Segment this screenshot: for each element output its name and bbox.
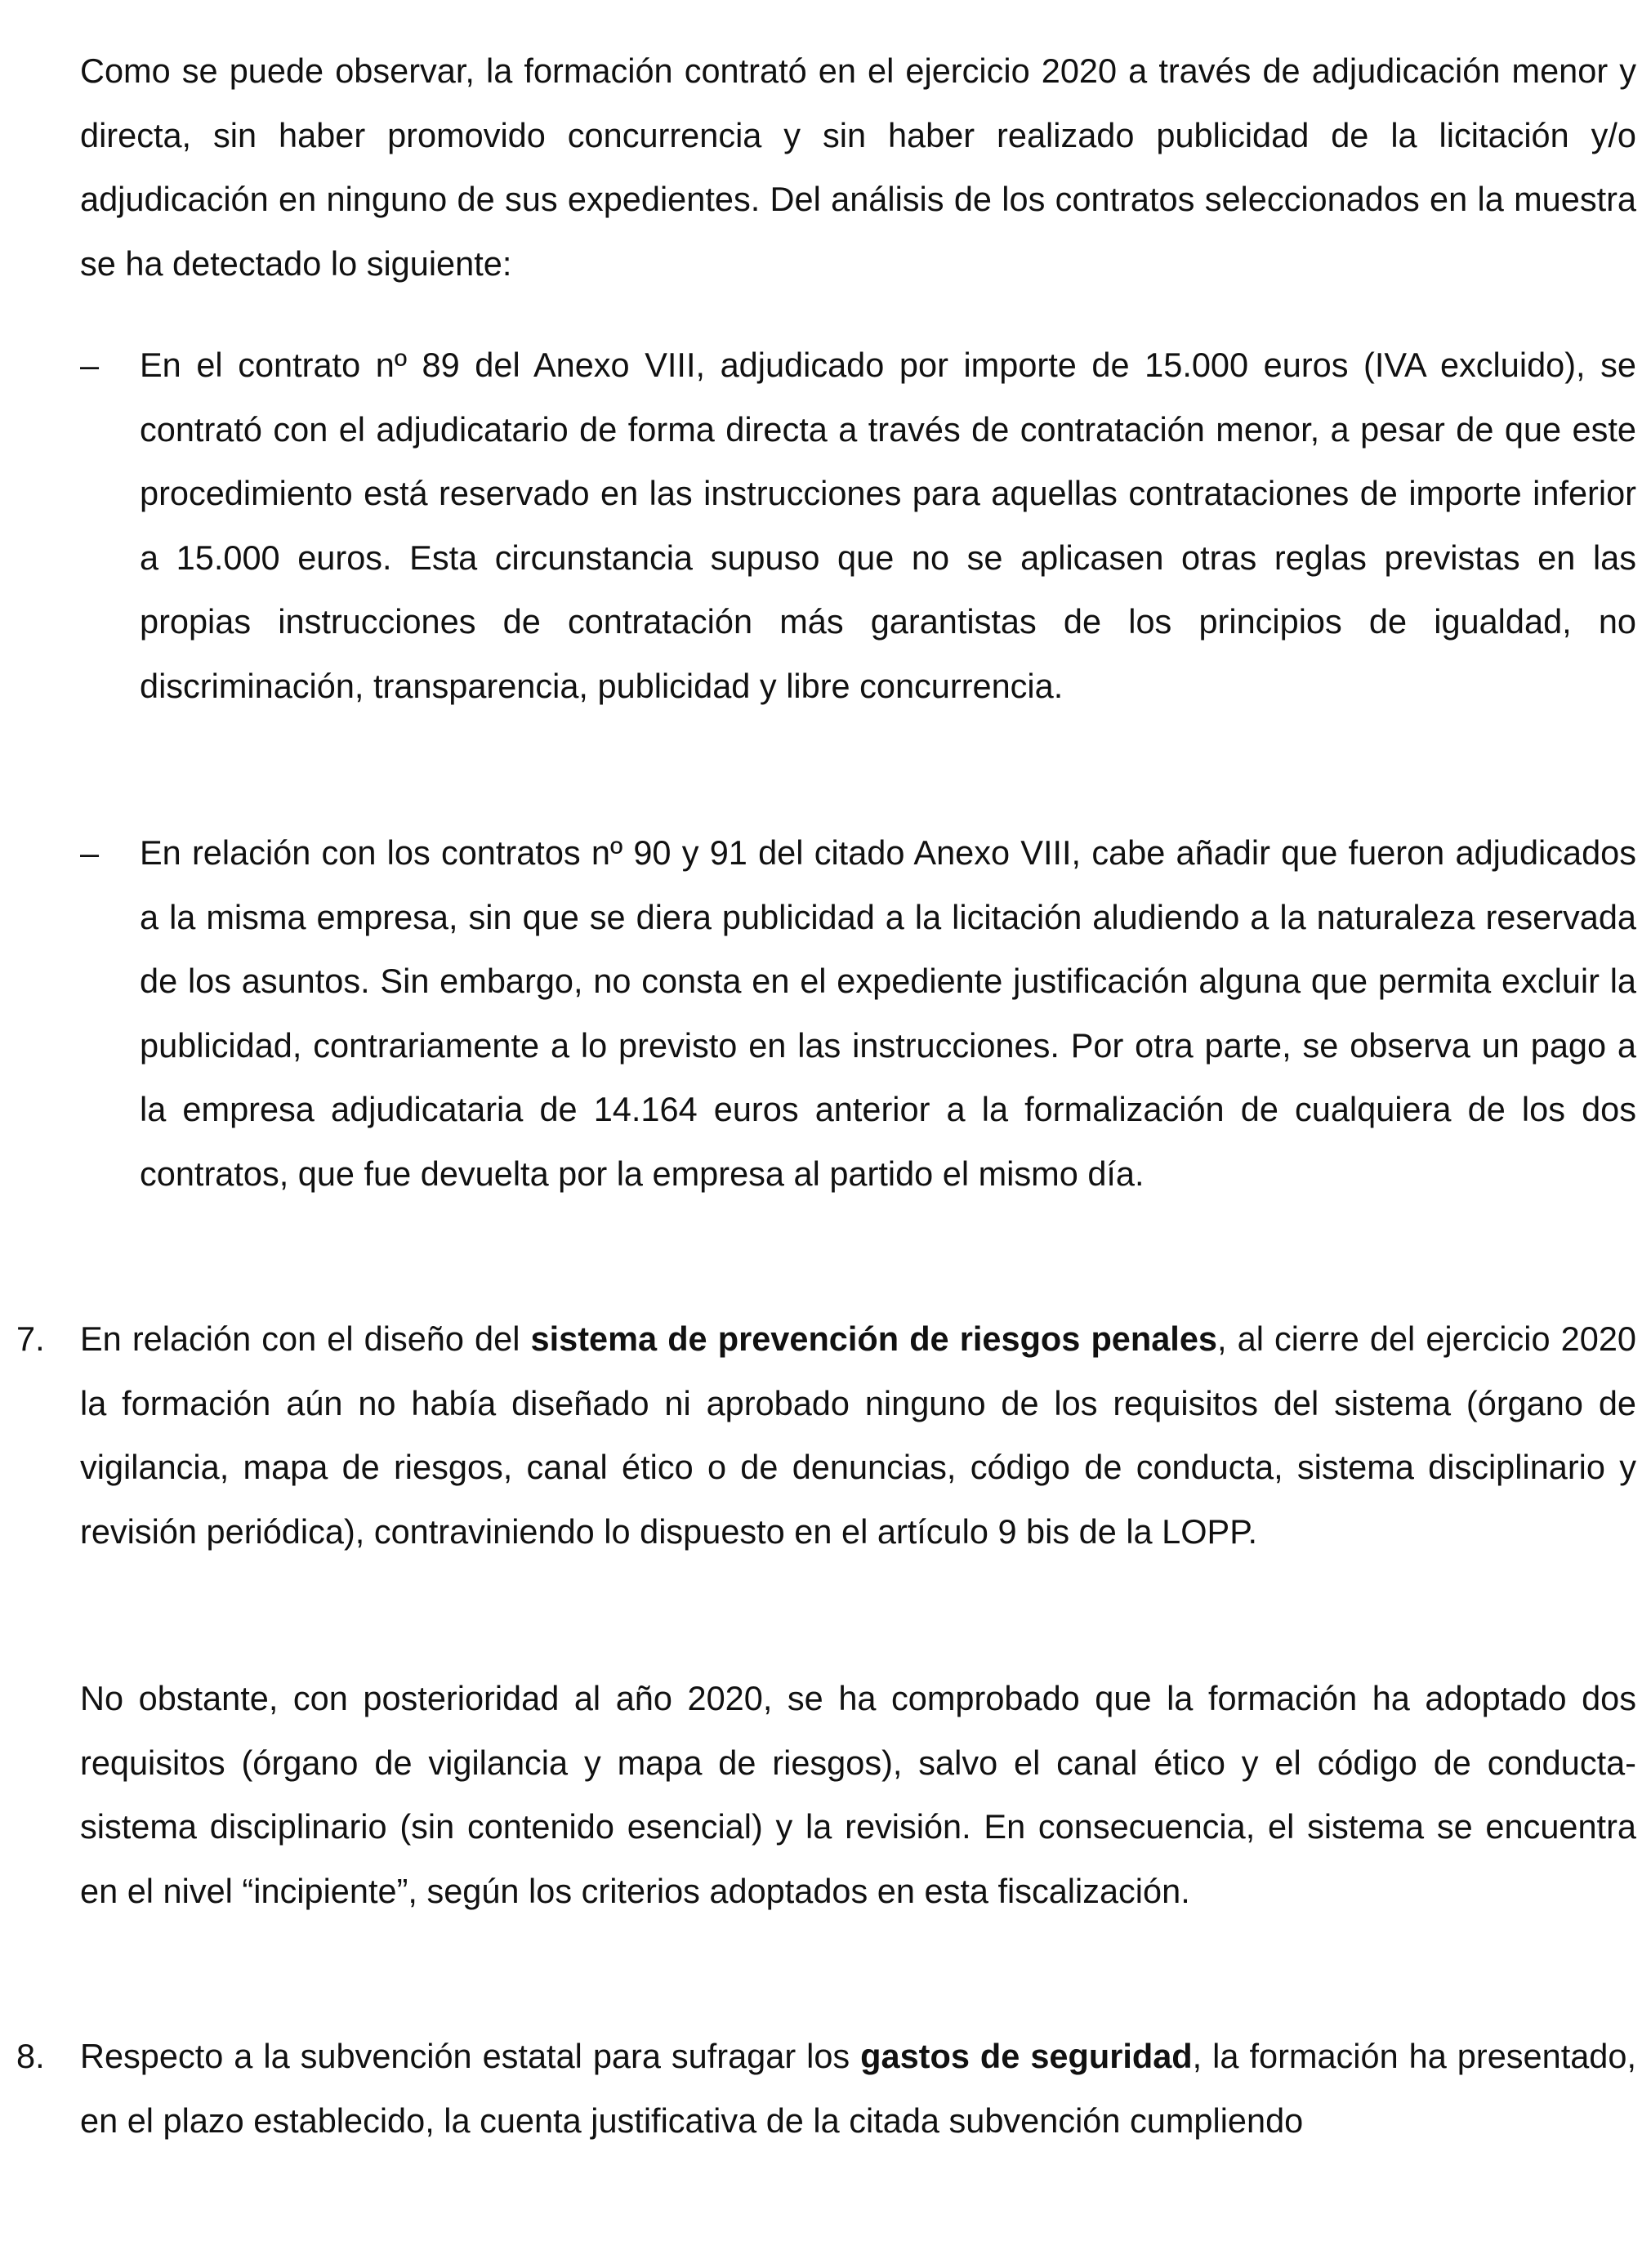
dash-bullet: – bbox=[80, 346, 100, 384]
bullet-text: En el contrato nº 89 del Anexo VIII, adjudicado por importe de 15.000 euros (IVA excluido), se contrató con el adjudicatario de forma directa a través de contratación menor, a pesar de que este procedimiento está reservado en las instrucciones para aquellas contrataciones de importe inferior a 15.000 euros. Esta circunstancia supuso que no se aplicasen otras reglas previstas en las propias instrucciones de contratación más garantistas de los principios de igualdad, no discriminación, transparencia, publicidad y libre concurrencia. bbox=[140, 346, 1636, 705]
bullet-text: En relación con los contratos nº 90 y 91 del citado Anexo VIII, cabe añadir que fueron adjudicados a la misma empresa, sin que se diera publicidad a la licitación aludiendo a la naturaleza reservada de los asuntos. Sin embargo, no consta en el expediente justificación alguna que permita excluir la publicidad, contrariamente a lo previsto en las instrucciones. Por otra parte, se observa un pago a la empresa adjudicataria de 14.164 euros anterior a la formalización de cualquiera de los dos contratos, que fue devuelta por la empresa al partido el mismo día. bbox=[140, 833, 1636, 1193]
item-text-bold: sistema de prevención de riesgos penales bbox=[530, 1319, 1217, 1358]
item-text bbox=[80, 1307, 1636, 1564]
dash-bullet: – bbox=[80, 833, 100, 872]
item-number: 8. bbox=[16, 2037, 45, 2075]
item-text-end: , la formación ha presentado, en el plazo establecido, la cuenta justificativa de la citada subvención cumpliendo bbox=[80, 2037, 1636, 2140]
item-text-end: , al cierre del ejercicio 2020 la formación aún no había diseñado ni aprobado ninguno de los requisitos del sistema (órgano de vigilancia, mapa de riesgos, canal ético o de denuncias, código de conducta, sistema disciplinario y revisión periódica), contraviniendo lo dispuesto en el artículo 9 bis de la LOPP. bbox=[80, 1319, 1636, 1551]
item-text-start: En relación con el diseño del bbox=[80, 1319, 531, 1358]
item-text-start: Respecto a la subvención estatal para sufragar los bbox=[80, 2037, 861, 2075]
no-obstante-paragraph: No obstante, con posterioridad al año 2020, se ha comprobado que la formación ha adoptado dos requisitos (órgano de vigilancia y mapa de riesgos), salvo el canal ético y el código de conducta-sistema disciplinario (sin contenido esencial) y la revisión. En consecuencia, el sistema se encuentra en el nivel “incipiente”, según los criterios adoptados en esta fiscalización. bbox=[80, 1679, 1636, 1910]
item-text bbox=[80, 2025, 1636, 2153]
item-number: 7. bbox=[16, 1319, 45, 1358]
item-text-bold: gastos de seguridad bbox=[860, 2037, 1193, 2075]
intro-paragraph: Como se puede observar, la formación contrató en el ejercicio 2020 a través de adjudicación menor y directa, sin haber promovido concurrencia y sin haber realizado publicidad de la licitación y/o adjudicación en ninguno de sus expedientes. Del análisis de los contratos seleccionados en la muestra se ha detectado lo siguiente: bbox=[80, 51, 1636, 283]
